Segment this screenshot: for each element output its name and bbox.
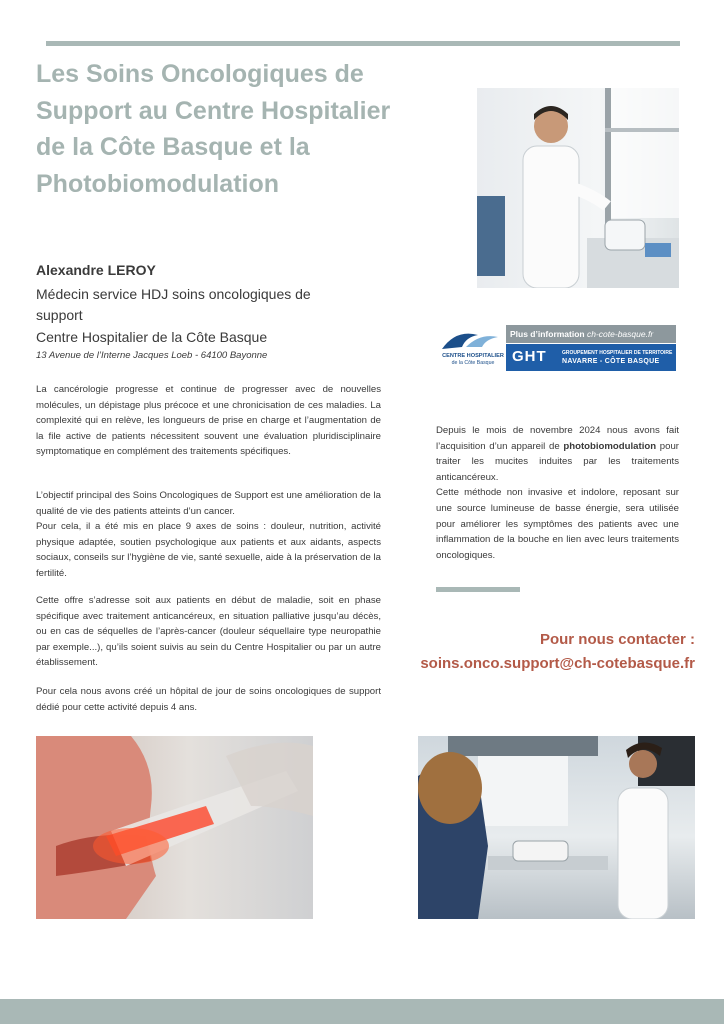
- body-paragraph-2a-text: L’objectif principal des Soins Oncologiques de Support est une amélioration de la qualité de vie des patients atteints d’un cancer.: [36, 490, 381, 517]
- author-role-line1: Médecin service HDJ soins oncologiques de: [36, 286, 311, 302]
- right-p1-bold: photobiomodulation: [563, 440, 657, 452]
- author-role-line2: support: [36, 307, 83, 323]
- doctor-photo-illustration: [477, 88, 679, 288]
- more-info-label: Plus d’information: [510, 329, 585, 339]
- body-paragraph-2: [36, 488, 381, 582]
- ch-logo-line2: de la Côte Basque: [451, 360, 495, 366]
- contact-email-link[interactable]: soins.onco.support@ch-cotebasque.fr: [420, 655, 695, 672]
- bottom-footer-bar: [0, 999, 724, 1024]
- author-address: 13 Avenue de l’Interne Jacques Loeb - 64100 Bayonne: [36, 350, 268, 361]
- ch-cote-basque-logo: [436, 325, 510, 371]
- body-paragraph-1-text: La cancérologie progresse et continue de progresser avec de nouvelles molécules, un dépistage plus précoce et une chronicisation de ces maladies. La complexité qui en relève, les longueurs de prise en charge et l’augmentation de la file active de patients nécessitent souvent une évaluation pluridisciplinaire symptomatique en complément des traitements spécifiques.: [36, 384, 381, 458]
- right-paragraph-2: Cette méthode non invasive et indolore, reposant sur une source lumineuse de basse énergie, sera utilisée pour améliorer les symptômes des patients avec une inflammation de la bouche en lien avec leurs traitements oncologiques.: [436, 487, 679, 561]
- nurse-photo-illustration: [418, 736, 695, 919]
- right-divider-bar: [436, 587, 520, 592]
- top-divider-bar: [46, 41, 680, 46]
- hospital-logo-block: [436, 325, 676, 371]
- body-paragraph-4: [36, 684, 381, 715]
- page-title: Les Soins Oncologiques de Support au Centre Hospitalier de la Côte Basque et la Photobiomodulation: [36, 60, 391, 198]
- contact-label: Pour nous contacter :: [539, 631, 695, 648]
- author-name: Alexandre LEROY: [36, 262, 156, 278]
- laser-photo-illustration: [36, 736, 313, 919]
- ch-logo-line1: CENTRE HOSPITALIER: [442, 353, 504, 359]
- ght-wordmark: GHT: [512, 348, 547, 365]
- wave-logo-icon: [436, 325, 510, 353]
- right-column-text: [436, 423, 679, 563]
- body-paragraph-4-text: Pour cela nous avons créé un hôpital de jour de soins oncologiques de support dédié pour cette activité depuis 4 ans.: [36, 686, 381, 713]
- ght-line1: GROUPEMENT HOSPITALIER DE TERRITOIRE: [562, 350, 673, 356]
- right-p1-after: pour traiter les mucites induites par les traitements anticancéreux.: [436, 440, 680, 483]
- more-info-banner: [506, 325, 676, 343]
- body-paragraph-3-text: Cette offre s’adresse soit aux patients en début de maladie, soit en phase spécifique avec traitement anticancéreux, en situation palliative jusqu’au décès, ou en cas de séquelles de l’après-cancer (douleur séquellaire type neuropathie par exemple...), qu’ils soient suivis au sein du Centre Hospitalier ou par un autre établissement.: [36, 595, 381, 669]
- right-p1-before: Depuis le mois de novembre 2024 nous avons fait l’acquisition d’un appareil de: [436, 425, 679, 452]
- ght-logo: [506, 344, 676, 371]
- right-paragraph-1: [436, 423, 679, 485]
- body-paragraph-2b-text: Pour cela, il a été mis en place 9 axes de soins : douleur, nutrition, activité physique adaptée, soutien psychologique aux patients et aux aidants, aspects sociaux, conseils sur l’hygiène de vie, santé sexuelle, aide à la préservation de la fertilité.: [36, 521, 381, 579]
- doctor-photo: [477, 88, 679, 288]
- nurse-treatment-photo: [418, 736, 695, 919]
- ght-line2: NAVARRE - CÔTE BASQUE: [562, 358, 660, 365]
- body-paragraph-1: [36, 382, 381, 460]
- photobiomodulation-photo: [36, 736, 313, 919]
- author-hospital: Centre Hospitalier de la Côte Basque: [36, 329, 268, 345]
- body-paragraph-3: [36, 593, 381, 671]
- website-link[interactable]: ch-cote-basque.fr: [587, 329, 654, 339]
